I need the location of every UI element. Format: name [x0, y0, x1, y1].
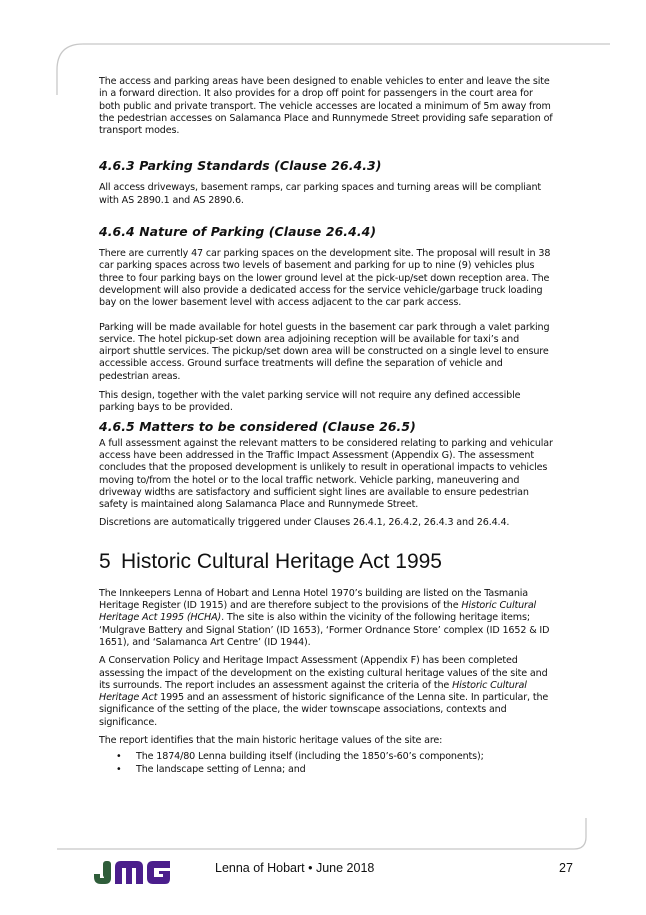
intro-paragraph: The access and parking areas have been designed to enable vehicles to enter and leave the site in a forward direction. It also provides for a drop off point for passengers in the court area for both public and private transport. The vehicle accesses are located a minimum of 5m away from the pedestrian accesses on Salamanca Place and Runnymede Street providing safe separation of transport modes.	[99, 76, 553, 137]
page-content	[99, 76, 553, 776]
list-item: • The landscape setting of Lenna; and	[116, 763, 306, 775]
paragraph-4-6-3: All access driveways, basement ramps, car parking spaces and turning areas will be compliant with AS 2890.1 and AS 2890.6.	[99, 182, 542, 206]
paragraph-5-b: A Conservation Policy and Heritage Impact Assessment (Appendix F) has been completed assessing the impact of the development on the existing cultural heritage values of the site and its surrounds. The report includes an assessment against the criteria of the Historic Cultural Heritage Act 1995 and an assessment of historic significance of the Lenna site. In particular, the significance of the setting of the place, the wider townscape associations, contexts and significance.	[99, 655, 549, 728]
list-item: • The 1874/80 Lenna building itself (including the 1850’s-60’s components);	[116, 751, 484, 763]
paragraph-4-6-5-a: A full assessment against the relevant matters to be considered relating to parking and vehicular access have been addressed in the Traffic Impact Assessment (Appendix G). The assessment concludes that the proposed development is unlikely to result in operational impacts to vehicles moving to/from the hotel or to the local traffic network. Vehicle parking, maneuvering and driveway widths are satisfactory and sufficient sight lines are available to ensure pedestrian safety is maintained along Salamanca Place and Runnymede Street.	[99, 437, 553, 511]
paragraph-4-6-4-c: This design, together with the valet parking service will not require any defined accessible parking bays to be provided.	[99, 390, 521, 414]
paragraph-4-6-4-a: There are currently 47 car parking spaces on the development site. The proposal will result in 38 car parking spaces across two levels of basement and parking for up to nine (9) vehicles plus three to four parking bays on the lower ground level at the pick-up/set down reception area. The development will also provide a dedicated access for the service vehicle/garbage truck loading bay on the lower basement level with access adjacent to the car park access.	[99, 248, 551, 309]
jmg-logo	[92, 860, 172, 886]
heading-4-6-3: 4.6.3 Parking Standards (Clause 26.4.3)	[99, 158, 382, 174]
paragraph-4-6-5-b: Discretions are automatically triggered under Clauses 26.4.1, 26.4.2, 26.4.3 and 26.4.4.	[99, 517, 510, 529]
frame-bottom-border	[57, 818, 586, 849]
section-5-title: Historic Cultural Heritage Act 1995	[121, 549, 442, 573]
heading-4-6-4: 4.6.4 Nature of Parking (Clause 26.4.4)	[99, 224, 377, 240]
paragraph-5-c: The report identifies that the main historic heritage values of the site are:	[99, 734, 443, 746]
heritage-values-list	[99, 751, 553, 776]
footer-title: Lenna of Hobart • June 2018	[215, 861, 375, 875]
section-5-number: 5	[99, 549, 111, 573]
bullet-icon: •	[116, 763, 122, 775]
heading-section-5	[99, 550, 553, 574]
bullet-icon: •	[116, 751, 122, 763]
page-number: 27	[559, 861, 573, 875]
paragraph-4-6-4-b: Parking will be made available for hotel guests in the basement car park through a valet parking service. The hotel pickup-set down area adjoining reception will be available for taxi’s and airport shuttle services. The pickup/set down area will be constructed on a single level to ensure accessible access. Ground surface treatments will define the separation of vehicle and pedestrian areas.	[99, 321, 550, 382]
paragraph-5-a: The Innkeepers Lenna of Hobart and Lenna Hotel 1970’s building are listed on the Tasmania Heritage Register (ID 1915) and are therefore subject to the provisions of the Historic Cultural Heritage Act 1995 (HCHA). The site is also within the vicinity of the following heritage items; ‘Mulgrave Battery and Signal Station’ (ID 1653), ‘Former Ordnance Store’ complex (ID 1652 & ID 1651), and ‘Salamanca Art Centre’ (ID 1944).	[99, 587, 550, 648]
heading-4-6-5: 4.6.5 Matters to be considered (Clause 26.5)	[99, 418, 416, 434]
